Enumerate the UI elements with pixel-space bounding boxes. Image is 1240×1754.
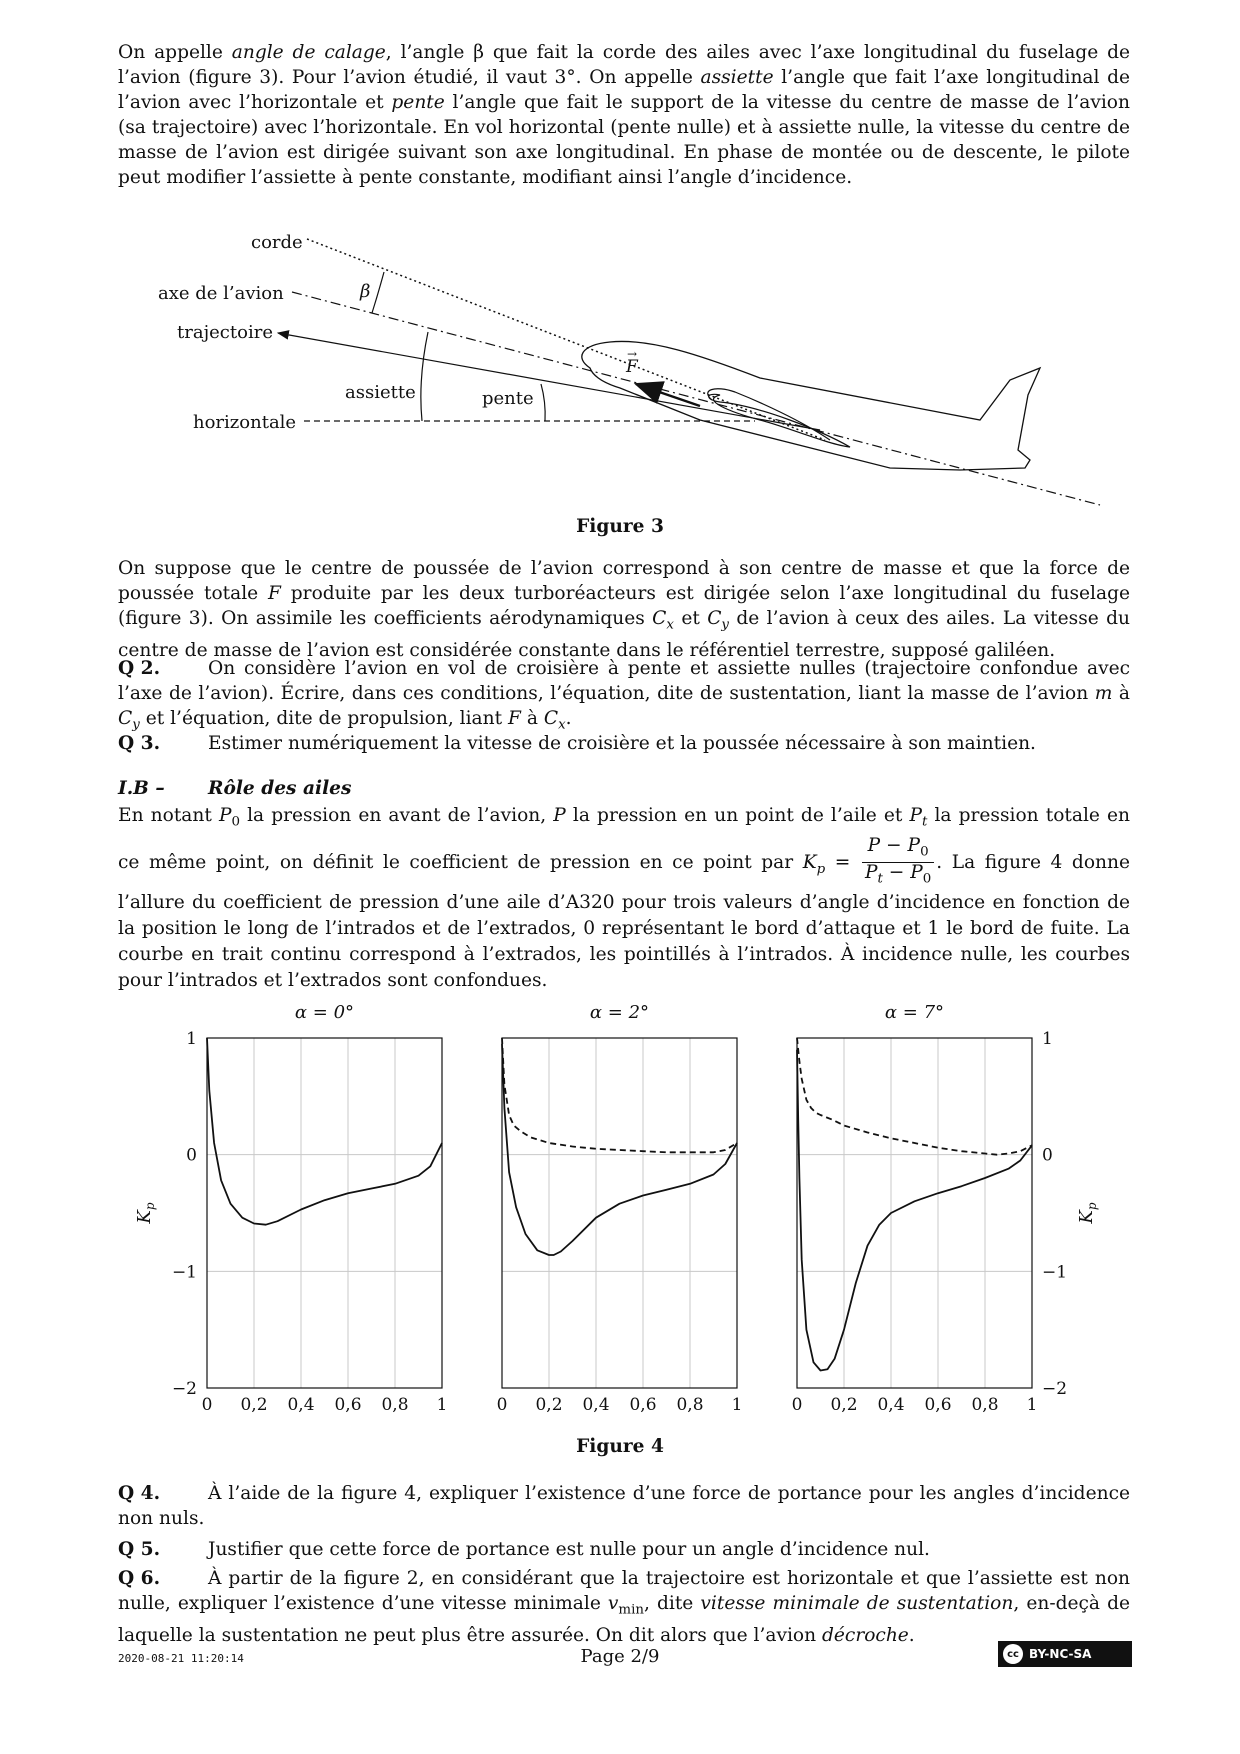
text: On appelle — [118, 42, 232, 63]
license-text: BY-NC-SA — [1029, 1647, 1092, 1661]
chart-title: α = 7° — [884, 1002, 945, 1023]
text: , dite — [644, 1593, 701, 1614]
x-tick-label: 0 — [791, 1395, 803, 1415]
y-tick-label: 0 — [186, 1145, 197, 1166]
text: P − P — [867, 834, 921, 856]
license-badge[interactable] — [998, 1641, 1132, 1667]
math-C: C — [543, 708, 559, 729]
text: la pression en un point de l’aile et — [565, 805, 910, 826]
x-tick-label: 0,6 — [334, 1395, 362, 1415]
text: − P — [882, 862, 923, 884]
math-sub: y — [721, 617, 729, 633]
math-C: C — [707, 608, 722, 629]
x-tick-label: 0,8 — [971, 1395, 999, 1415]
cc-icon: cc — [1003, 1644, 1023, 1664]
text: On suppose que le centre de poussée de l’avion correspond à son centre de masse et que la force de poussée totale — [118, 558, 1130, 604]
x-tick-label: 1 — [436, 1395, 448, 1415]
y-tick-label: −1 — [171, 1262, 197, 1283]
question-label: Q 2. — [118, 658, 161, 679]
question-6 — [118, 1566, 1130, 1648]
text: l’angle que fait le support de la vitesse du centre de masse de l’avion (sa trajectoire) avec l’horizontale. En vol horizontal (pente nulle) et à assiette nulle, la vitesse du centre de masse de l’avion est dirigée suivant son axe longitudinal. En phase de montée ou de descente, le pilote peut modifier l’assiette à pente constante, modifiant ainsi l’angle d’incidence. — [118, 92, 1130, 188]
question-4 — [118, 1481, 1130, 1531]
math-F: F — [268, 583, 281, 604]
corde-line — [307, 239, 825, 440]
text: et — [673, 608, 708, 629]
question-5 — [118, 1537, 1130, 1562]
math-v: v — [607, 1593, 619, 1614]
x-tick-label: 0,2 — [535, 1395, 563, 1415]
math-P: P — [218, 805, 232, 826]
term-angle-de-calage: angle de calage — [231, 42, 386, 63]
y-tick-label: 1 — [1042, 1029, 1053, 1049]
term-assiette: assiette — [700, 67, 774, 88]
intrados-curve — [797, 1038, 1032, 1155]
x-tick-label: 0 — [496, 1395, 508, 1415]
y-axis-label: $K_p$ — [1076, 1202, 1099, 1224]
kp-fraction — [862, 836, 934, 890]
math-K: K — [802, 851, 817, 873]
x-tick-label: 1 — [1026, 1395, 1038, 1415]
paragraph-poussee — [118, 556, 1130, 663]
math-C: C — [652, 608, 667, 629]
figure-3-caption: Figure 3 — [576, 516, 664, 537]
beta-arc — [372, 272, 384, 313]
math-P: P — [909, 805, 922, 826]
section-title: Rôle des ailes — [208, 778, 352, 799]
label-F-arrow: → — [627, 347, 638, 361]
math-sub: x — [666, 617, 674, 633]
figure-4-caption: Figure 4 — [576, 1436, 664, 1457]
text: En notant — [118, 805, 219, 826]
figure-3-diagram — [0, 0, 1240, 560]
page-number: Page 2/9 — [580, 1646, 660, 1667]
x-tick-label: 0,8 — [676, 1395, 704, 1415]
question-label: Q 6. — [118, 1568, 161, 1589]
x-tick-label: 0,2 — [240, 1395, 268, 1415]
fraction-denominator — [862, 863, 934, 890]
math-sub: 0 — [922, 872, 932, 888]
text: À partir de la figure 2, en considérant que la trajectoire est horizontale et que l’assiette est non nulle, expliquer l’existence d’une vitesse minimale — [118, 1568, 1130, 1614]
math-sub: p — [816, 861, 826, 877]
chart-title: α = 0° — [294, 1002, 355, 1023]
question-2 — [118, 656, 1130, 738]
section-heading — [118, 778, 351, 799]
x-tick-label: 0,4 — [582, 1395, 610, 1415]
math-sub: t — [877, 872, 883, 888]
math-P: P — [553, 805, 566, 826]
label-pente: pente — [482, 388, 534, 409]
text: On considère l’avion en vol de croisière à pente et assiette nulles (trajectoire confondue avec l’axe de l’avion). Écrire, dans ces conditions, l’équation, dite de sustentation, liant la masse de l’avion — [118, 658, 1130, 704]
x-tick-label: 0,4 — [877, 1395, 905, 1415]
airplane-wing-top — [708, 389, 830, 440]
question-label: Q 3. — [118, 733, 161, 754]
math-F: F — [508, 708, 521, 729]
text: à — [1112, 683, 1130, 704]
text: = — [825, 851, 860, 873]
math-sub: x — [558, 717, 566, 733]
text: . — [908, 1624, 915, 1646]
extrados-curve — [797, 1050, 1032, 1371]
text: , en-deçà de laquelle la sustentation ne peut plus être assurée. On dit alors que l’avion — [118, 1593, 1130, 1646]
x-tick-label: 0,6 — [629, 1395, 657, 1415]
question-label: Q 5. — [118, 1539, 161, 1560]
math-C: C — [118, 708, 133, 729]
text: et l’équation, dite de propulsion, liant — [139, 708, 509, 729]
text: de l’avion à ceux des ailes. La vitesse du centre de masse de l’avion est considérée constante dans le référentiel terrestre, supposé galiléen. — [118, 608, 1130, 661]
x-tick-label: 0,4 — [287, 1395, 315, 1415]
y-axis-label: $K_p$ — [134, 1202, 157, 1224]
text: À l’aide de la figure 4, expliquer l’existence d’une force de portance pour les angles d’incidence non nuls. — [118, 1483, 1130, 1529]
y-tick-label: 1 — [186, 1029, 197, 1049]
question-3 — [118, 731, 1130, 756]
label-trajectoire: trajectoire — [177, 322, 273, 343]
x-tick-label: 0,6 — [924, 1395, 952, 1415]
term-pente: pente — [391, 92, 445, 113]
fraction-numerator — [862, 836, 934, 864]
paragraph-kp — [118, 803, 1130, 994]
footer-timestamp: 2020-08-21 11:20:14 — [118, 1652, 244, 1665]
text: . — [565, 708, 572, 729]
label-F: F — [626, 357, 638, 377]
math-m: m — [1094, 683, 1113, 704]
label-assiette: assiette — [345, 382, 416, 403]
text: la pression totale en ce même point, on définit le coefficient de pression en ce point par — [118, 805, 1130, 873]
term-decroche: décroche — [822, 1624, 909, 1646]
term-vitesse-minimale: vitesse minimale de sustentation — [700, 1593, 1014, 1614]
y-tick-label: 0 — [1042, 1145, 1053, 1166]
text: , l’angle β que fait la corde des ailes avec l’axe longitudinal du fuselage de l’avion (figure 3). Pour l’avion étudié, il vaut 3°. On appelle — [118, 42, 1130, 88]
intrados-curve — [502, 1038, 737, 1152]
x-tick-label: 1 — [731, 1395, 743, 1415]
y-tick-label: −2 — [1042, 1379, 1068, 1399]
math-sub: 0 — [920, 844, 929, 860]
pente-arc — [541, 384, 545, 421]
math-sub: min — [618, 1602, 644, 1618]
text: la pression en avant de l’avion, — [239, 805, 554, 826]
plot-frame — [207, 1038, 442, 1388]
label-beta: β — [360, 281, 371, 302]
text: produite par les deux turboréacteurs est dirigée selon l’axe longitudinal du fuselage (figure 3). On assimile les coefficients aérodynamiques — [118, 583, 1130, 629]
text: . La figure 4 donne l’allure du coefficient de pression d’une aile d’A320 pour trois valeurs d’angle d’incidence en fonction de la position le long de l’intrados et de l’extrados, 0 représentant le bord d’attaque et 1 le bord de fuite. La courbe en trait continu correspond à l’extrados, les pointillés à l’intrados. À incidence nulle, les courbes pour l’intrados et l’extrados sont confondues. — [118, 851, 1130, 992]
question-label: Q 4. — [118, 1483, 161, 1504]
math-sub: 0 — [231, 814, 240, 830]
section-number: I.B – — [118, 778, 165, 799]
label-corde: corde — [251, 232, 303, 253]
label-axe: axe de l’avion — [158, 283, 284, 304]
plot-frame — [502, 1038, 737, 1388]
text: P — [864, 862, 878, 884]
math-sub: y — [132, 717, 140, 733]
math-sub: t — [921, 814, 928, 830]
plot-frame — [797, 1038, 1032, 1388]
y-tick-label: −1 — [1042, 1262, 1068, 1283]
extrados-curve — [502, 1044, 737, 1255]
x-tick-label: 0,2 — [830, 1395, 858, 1415]
x-tick-label: 0 — [201, 1395, 213, 1415]
text: l’angle que fait l’axe longitudinal de l’avion avec l’horizontale et — [118, 67, 1131, 113]
figure-4-charts — [0, 990, 1240, 1430]
label-horizontale: horizontale — [193, 412, 297, 433]
text: Estimer numériquement la vitesse de croisière et la poussée nécessaire à son maintien. — [208, 733, 1036, 754]
x-tick-label: 0,8 — [381, 1395, 409, 1415]
assiette-arc — [421, 332, 428, 421]
text: Justifier que cette force de portance est nulle pour un angle d’incidence nul. — [208, 1539, 930, 1560]
chart-title: α = 2° — [589, 1002, 650, 1023]
extrados-curve — [207, 1038, 442, 1225]
airplane-fuselage — [582, 341, 1040, 470]
y-tick-label: −2 — [171, 1379, 197, 1399]
text: à — [520, 708, 544, 729]
